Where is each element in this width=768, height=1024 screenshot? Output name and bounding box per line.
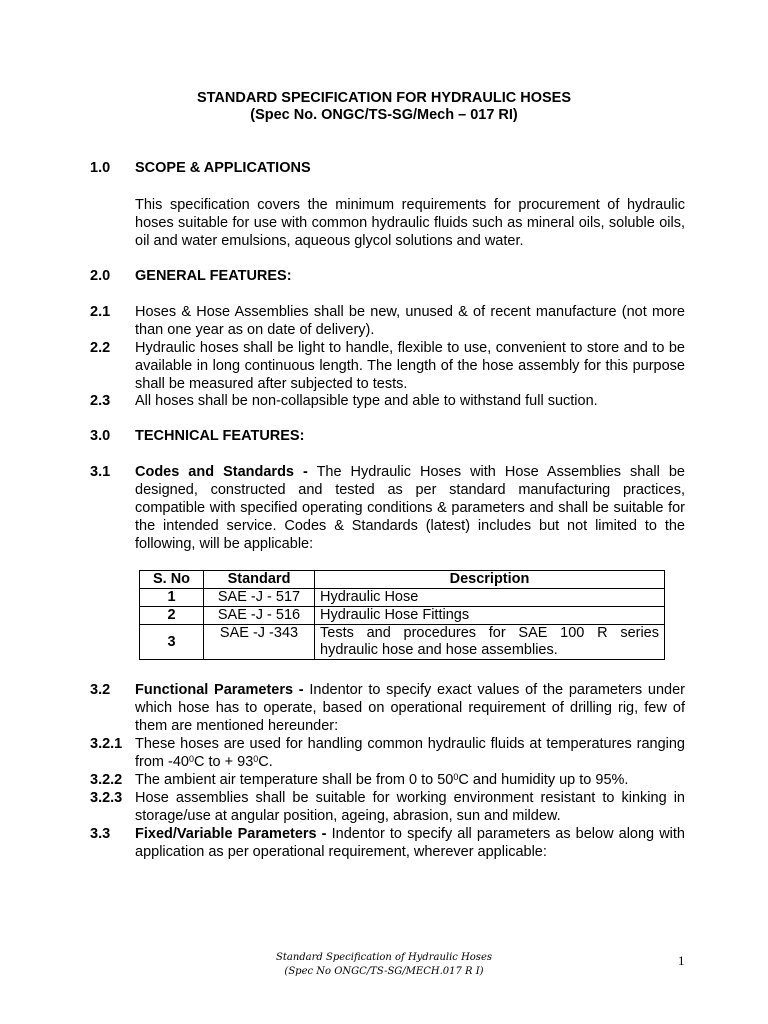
clause-number: 3.2.1 (90, 736, 123, 752)
clause-text (135, 771, 685, 789)
document-title: STANDARD SPECIFICATION FOR HYDRAULIC HOSES (196, 90, 572, 106)
table-row (140, 607, 665, 625)
text-run: C. (258, 754, 273, 770)
clause-lead: Fixed/Variable Parameters - (135, 826, 327, 842)
table-cell: SAE -J -343 (204, 625, 315, 660)
table-cell: SAE -J - 517 (204, 589, 315, 607)
section-number: 3.0 (90, 428, 111, 444)
clause-text (135, 735, 685, 771)
clause-number: 2.1 (90, 304, 111, 320)
clause-3-3 (90, 825, 685, 861)
clause-3-1 (90, 463, 685, 553)
text-run: C to + 93 (194, 754, 254, 770)
spec-number: (Spec No. ONGC/TS-SG/Mech – 017 RI) (250, 107, 518, 123)
clause-text: Hydraulic hoses shall be light to handle, flexible to use, convenient to store and to be available in long continuous length. The length of the hose assembly for this purpose shall be measured after subjected to tests. (135, 340, 685, 392)
table-cell: Hydraulic Hose Fittings (315, 607, 665, 625)
footer-title: Standard Specification of Hydraulic Hoses (275, 952, 492, 963)
table-cell: Tests and procedures for SAE 100 R series hydraulic hose and hose assemblies. (315, 625, 665, 660)
clause-3-2-3 (90, 789, 685, 825)
table-cell: Hydraulic Hose (315, 589, 665, 607)
clause-text (135, 681, 685, 735)
section-number: 1.0 (90, 160, 111, 176)
clause-text (135, 463, 685, 553)
column-header: Description (315, 571, 665, 589)
clause-number: 3.2.3 (90, 790, 123, 806)
table-cell: 1 (140, 589, 204, 607)
clause-number: 2.3 (90, 393, 111, 409)
clause-3-2 (90, 681, 685, 735)
clause-body: The Hydraulic Hoses with Hose Assemblies shall be designed, constructed and tested as per standard manufacturing practices, compatible with specified operating conditions & parameters and shall be suitable for the intended service. Codes & Standards (latest) includes but not limited to the following, will be applicable: (135, 464, 685, 552)
clause-body: Indentor to specify exact values of the parameters under which hose has to operate, based on operational requirement of drilling rig, few of them are mentioned hereunder: (135, 682, 685, 734)
clause-2-1 (90, 303, 685, 339)
table-cell: 2 (140, 607, 204, 625)
clause-text: Hoses & Hose Assemblies shall be new, unused & of recent manufacture (not more than one year as on date of delivery). (135, 304, 685, 338)
column-header: S. No (140, 571, 204, 589)
clause-2-3 (90, 392, 685, 410)
clause-2-2 (90, 339, 685, 393)
table-header-row (140, 571, 665, 589)
table-row (140, 589, 665, 607)
page-number: 1 (678, 953, 685, 968)
text-run: The ambient air temperature shall be from 0 to 50 (135, 772, 454, 788)
scope-paragraph: This specification covers the minimum requirements for procurement of hydraulic hoses suitable for use with common hydraulic fluids such as mineral oils, soluble oils, oil and water emulsions, aqueous glycol solutions and water. (135, 197, 685, 249)
clause-text (135, 825, 685, 861)
clause-lead: Codes and Standards - (135, 464, 308, 480)
clause-number: 3.1 (90, 464, 111, 480)
clause-number: 3.3 (90, 826, 111, 842)
superscript: 0 (189, 754, 195, 764)
table-cell: 3 (140, 625, 204, 660)
text-run: C and humidity up to 95%. (458, 772, 629, 788)
clause-lead: Functional Parameters - (135, 682, 304, 698)
section-title: GENERAL FEATURES: (135, 268, 292, 284)
clause-3-2-1 (90, 735, 685, 771)
column-header: Standard (204, 571, 315, 589)
clause-text: Hose assemblies shall be suitable for working environment resistant to kinking in storage/use at angular position, ageing, abrasion, sun and mildew. (135, 790, 685, 824)
text-run: These hoses are used for handling common hydraulic fluids at temperatures ranging from -40 (135, 736, 685, 770)
superscript: 0 (453, 772, 459, 782)
table-row (140, 625, 665, 660)
footer-spec-number: (Spec No ONGC/TS-SG/MECH.017 R I) (284, 966, 484, 977)
clause-body: Indentor to specify all parameters as below along with application as per operational requirement, wherever applicable: (135, 826, 685, 860)
clause-number: 3.2.2 (90, 772, 123, 788)
section-number: 2.0 (90, 268, 111, 284)
section-title: SCOPE & APPLICATIONS (135, 160, 311, 176)
clause-number: 2.2 (90, 340, 111, 356)
section-title: TECHNICAL FEATURES: (135, 428, 305, 444)
clause-3-2-2 (90, 771, 685, 789)
standards-table (139, 570, 665, 660)
superscript: 0 (253, 754, 259, 764)
clause-text: All hoses shall be non-collapsible type and able to withstand full suction. (135, 393, 598, 409)
page-footer (0, 951, 768, 979)
table-cell: SAE -J - 516 (204, 607, 315, 625)
clause-number: 3.2 (90, 682, 111, 698)
